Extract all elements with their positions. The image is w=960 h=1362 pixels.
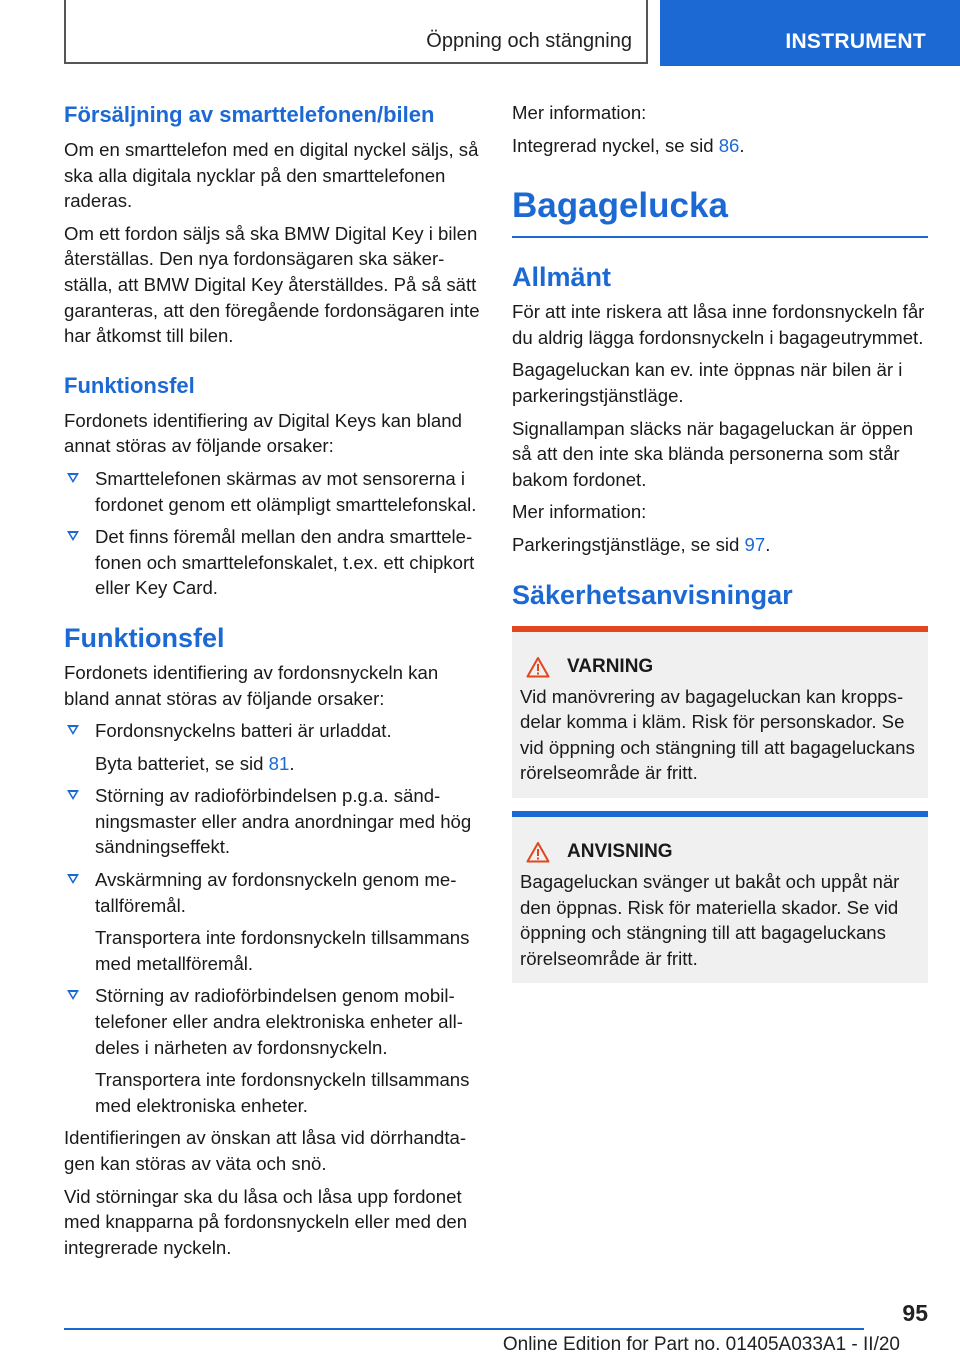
heading-general: Allmänt — [512, 262, 612, 293]
heading-safety: Säkerhetsanvisningar — [512, 579, 793, 610]
page-number: 95 — [902, 1300, 928, 1326]
page-link-81[interactable]: 81 — [268, 752, 290, 774]
list-item: Det finns föremål mellan den andra smarttelefonen och smarttelefonskalet, t.ex. ett chipkort eller Key Card. — [64, 524, 480, 601]
triangle-bullet-icon — [67, 473, 79, 483]
paragraph: Fordonets identifiering av fordonsnyckeln kan bland annat störas av följande orsaker: — [64, 661, 439, 709]
triangle-bullet-icon — [67, 990, 79, 1000]
header-chapter-tab — [660, 0, 960, 66]
list-item: Fordonsnyckelns batteri är urladdat. Byta batteriet, se sid 81. — [64, 718, 480, 776]
edition-note: Online Edition for Part no. 01405A033A1 - II/20 — [502, 1334, 900, 1355]
paragraph: Om ett fordon säljs så ska BMW Digital Key i bilen återställas. Den nya fordonsägaren ska säkerställa, att BMW Digital Key återställdes. På så sätt garanteras, att den föregående fordonsägaren inte har åtkomst till bilen. — [64, 222, 480, 347]
page-header — [0, 0, 960, 66]
heading-sale: Försäljning av smarttelefonen/bilen — [64, 102, 435, 127]
paragraph: Fordonets identifiering av Digital Keys kan bland annat störas av följande orsaker: — [64, 409, 462, 457]
list-item: Störning av radioförbindelsen p.g.a. sändningsmaster eller andra anordningar med hög sändningseffekt. — [64, 783, 480, 860]
paragraph: För att inte riskera att låsa inne fordonsnyckeln får du aldrig lägga fordonsnyckeln i bagageutrymmet. — [512, 301, 925, 348]
footer-divider — [64, 1328, 864, 1330]
paragraph: Mer information: — [512, 501, 647, 523]
chapter-heading: Bagagelucka — [512, 182, 928, 238]
sub-paragraph: Byta batteriet, se sid 81. — [95, 752, 295, 774]
notice-box — [512, 811, 928, 983]
key-cause-list — [64, 718, 480, 1118]
triangle-bullet-icon — [67, 531, 79, 541]
paragraph: Vid störningar ska du låsa och låsa upp fordonet med knapparna på fordonsnyckeln eller med den integrerade nyckeln. — [64, 1185, 468, 1258]
chapter-title: INSTRUMENT — [785, 30, 926, 53]
warning-box — [512, 626, 928, 798]
paragraph: Mer information: — [512, 102, 647, 123]
notice-text: Bagageluckan svänger ut bakåt och uppåt när den öppnas. Risk för materiella skador. Se vid öppning och stängning till att bagageluckans rörelseområde är fritt. — [520, 870, 900, 969]
paragraph: Integrerad nyckel, se sid 86. — [512, 134, 745, 156]
paragraph: Bagageluckan kan ev. inte öppnas när bilen är i parkeringstjänstläge. — [512, 359, 903, 406]
triangle-bullet-icon — [67, 725, 79, 735]
list-item: Smarttelefonen skärmas av mot sensorerna i fordonet genom ett olämpligt smarttelefonskal. — [64, 466, 480, 517]
warning-title: VARNING — [520, 654, 920, 680]
list-item: Störning av radioförbindelsen genom mobiltelefoner eller andra elektroniska enheter alldeles i närheten av fordonsnyckeln. Transportera inte fordonsnyckeln tillsammans med elektroniska enheter. — [64, 983, 480, 1118]
page-link-97[interactable]: 97 — [744, 533, 766, 555]
heading-malfunction: Funktionsfel — [64, 372, 195, 398]
paragraph: Signallampan släcks när bagageluckan är öppen så att den inte ska blända personerna som står bakom fordonet. — [512, 417, 914, 490]
triangle-bullet-icon — [67, 790, 79, 800]
sub-paragraph: Transportera inte fordonsnyckeln tillsammans med elektroniska enheter. — [95, 1069, 470, 1116]
heading-malfunction-key: Funktionsfel — [64, 622, 225, 653]
paragraph: Om en smarttelefon med en digital nyckel säljs, så ska alla digitala nycklar på den smarttelefonen raderas. — [64, 139, 479, 212]
left-column — [64, 100, 480, 1267]
header-section-box — [64, 0, 648, 64]
right-column — [512, 100, 928, 996]
paragraph: Identifieringen av önskan att låsa vid dörrhandtagen kan störas av väta och snö. — [64, 1127, 467, 1174]
sub-paragraph: Transportera inte fordonsnyckeln tillsammans med metallföremål. — [95, 927, 470, 974]
list-item: Avskärmning av fordonsnyckeln genom metallföremål. Transportera inte fordonsnyckeln tillsammans med metallföremål. — [64, 867, 480, 976]
section-title: Öppning och stängning — [426, 30, 632, 52]
warning-triangle-icon — [526, 841, 550, 863]
triangle-bullet-icon — [67, 874, 79, 884]
warning-triangle-icon — [526, 656, 550, 678]
notice-title: ANVISNING — [520, 839, 920, 865]
page-link-86[interactable]: 86 — [718, 134, 740, 156]
paragraph: Parkeringstjänstläge, se sid 97. — [512, 533, 771, 555]
cause-list — [64, 466, 480, 601]
warning-text: Vid manövrering av bagageluckan kan kroppsdelar komma i kläm. Risk för personskador. Se vid öppning och stängning till att bagageluckans rörelseområde är fritt. — [520, 685, 915, 784]
